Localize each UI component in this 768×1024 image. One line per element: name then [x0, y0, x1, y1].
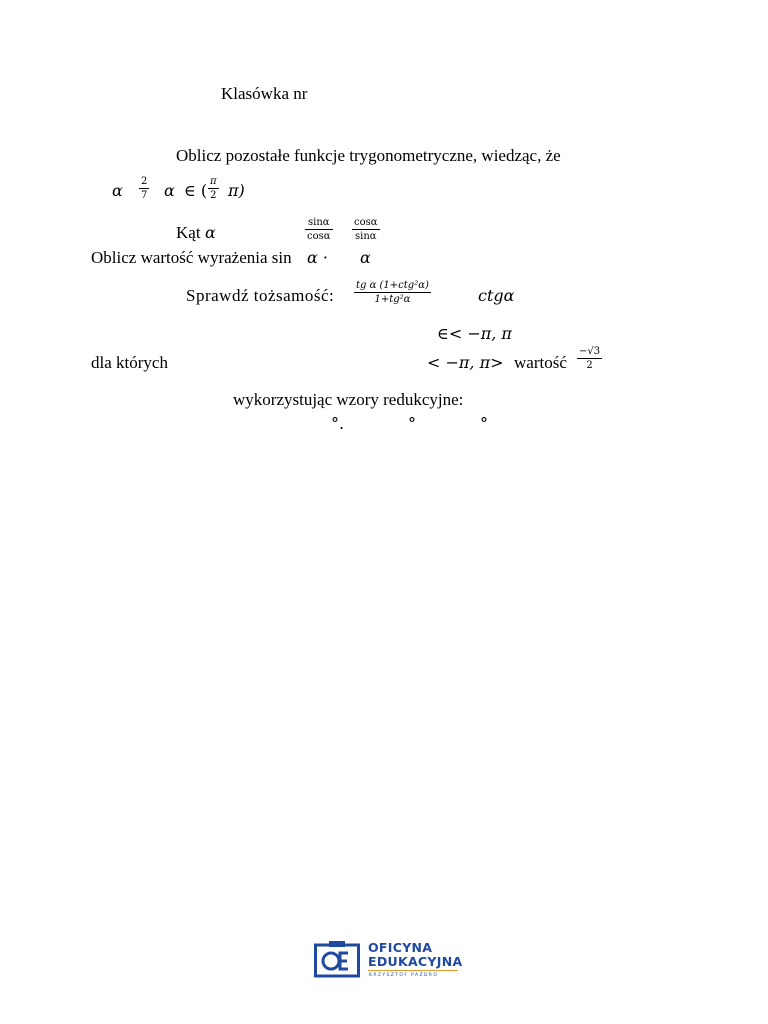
task1-pi-den: 2: [210, 190, 217, 201]
task4-fraction: [354, 279, 431, 306]
task2-label: Kąt: [176, 223, 201, 242]
logo-text-line2: EDUKACYJNA: [368, 954, 463, 969]
task5-interval1: ∈< −π, π: [437, 324, 512, 343]
task5-fraction: [577, 345, 602, 372]
task2-f1-den: cosα: [307, 231, 331, 242]
task1-instruction: Oblicz pozostałe funkcje trygonometryczne, wiedząc, że: [176, 146, 561, 165]
task1-frac-den: 7: [141, 190, 148, 201]
task2-alpha: α: [205, 223, 216, 242]
task4-den: 1+tg²α: [374, 294, 411, 305]
page-title: Klasówka nr: [221, 84, 308, 103]
task4-num: tg α (1+ctg²α): [356, 280, 429, 291]
task5-label: dla których: [91, 353, 168, 372]
task1-alpha2: α: [164, 181, 175, 200]
task3-alpha-dot: α ·: [307, 248, 328, 267]
task6-deg3: °: [480, 414, 488, 433]
task1-alpha: α: [112, 181, 123, 200]
task6-text: wykorzystując wzory redukcyjne:: [233, 390, 464, 409]
task2-f2-den: sinα: [354, 231, 377, 242]
task3-alpha2: α: [360, 248, 371, 267]
logo-text-line1: OFICYNA: [368, 940, 433, 955]
task4-rhs: ctgα: [478, 286, 515, 305]
task2-fraction-2: [352, 216, 380, 243]
task2-fraction-1: [305, 216, 333, 243]
task2-f2-num: cosα: [354, 217, 378, 228]
task5-den: 2: [586, 360, 593, 371]
task5-value-label: wartość: [514, 353, 567, 372]
task1-in-symbol: ∈ (: [184, 181, 208, 200]
task5-num: −√3: [579, 346, 601, 357]
task1-pi-close: π): [228, 181, 245, 200]
task3-text: Oblicz wartość wyrażenia sin: [91, 248, 292, 267]
task6-deg2: °: [408, 414, 416, 433]
task5-interval2: < −π, π>: [427, 353, 504, 372]
task4-label: Sprawdź tożsamość:: [186, 286, 335, 305]
task6-deg1: °.: [331, 414, 345, 433]
task1-fraction: [139, 175, 149, 202]
task1-pi-fraction: [208, 175, 219, 202]
logo-text-line3: KRZYSZTOF PAZDRO: [369, 973, 439, 978]
logo-divider: [368, 970, 458, 971]
task2-f1-num: sinα: [307, 217, 330, 228]
publisher-logo-icon: [314, 940, 360, 978]
task1-pi-num: π: [210, 176, 217, 187]
task1-frac-num: 2: [141, 176, 148, 187]
